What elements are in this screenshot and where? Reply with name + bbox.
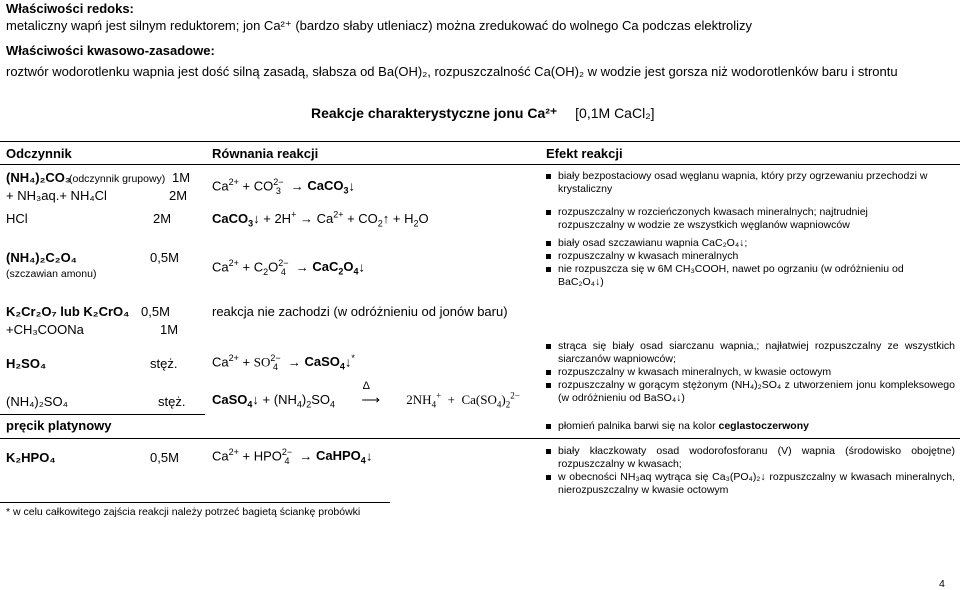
acidbase-title: Właściwości kwasowo-zasadowe: [6, 43, 215, 58]
reaction-equation: $Ca^{2+}$ + SO 2− 4 → CaSO$_4$↓* [212, 353, 355, 373]
section-heading [311, 105, 655, 122]
page-number: 4 [939, 578, 945, 590]
reagent-name: (NH₄)₂C₂O₄ [6, 250, 77, 265]
reaction-effect [545, 206, 905, 232]
reaction-equation: $Ca^{2+} + C_2O$ 2− 4 → $CaC_2O_4↓$ [212, 258, 366, 278]
effect-item: rozpuszczalny w kwasach mineralnych [545, 250, 945, 263]
footnote-rule [0, 502, 390, 503]
reagent-concentration: 1M [160, 322, 179, 337]
reagent-name: (NH₄)₂CO₃ [6, 170, 71, 185]
reagent-concentration: stęż. [158, 394, 186, 409]
reagent-name: K₂Cr₂O₇ lub K₂CrO₄ [6, 304, 130, 319]
reagent-concentration: 1M [172, 170, 191, 185]
reaction-effect [545, 237, 945, 289]
col-header-reagent: Odczynnik [6, 146, 72, 161]
effect-item: biały bezpostaciowy osad węglanu wapnia, który przy ogrzewaniu przechodzi w krystaliczny [545, 170, 953, 196]
effect-item: płomień palnika barwi się na kolor ceglastoczerwony [545, 420, 955, 433]
acidbase-text: roztwór wodorotlenku wapnia jest dość silną zasadą, słabsza od Ba(OH)₂, rozpuszczalność Ca(OH)₂ w wodzie jest gorsza niż wodorotlenków baru i strontu [6, 64, 898, 79]
reagent-name: (NH₄)₂SO₄ [6, 394, 68, 409]
redox-text: metaliczny wapń jest silnym reduktorem; jon Ca²⁺ (bardzo słaby utleniacz) można zredukować do wolnego Ca podczas elektrolizy [6, 18, 753, 33]
reagent-name: pręcik platynowy [6, 418, 112, 433]
col-header-effect: Efekt reakcji [546, 146, 623, 161]
reagent-note: (szczawian amonu) [6, 268, 97, 280]
section-reagent: [0,1M CaCl₂] [575, 105, 655, 121]
reagent-concentration: 2M [169, 188, 188, 203]
reagent-name-extra: + NH₃aq.+ NH₄Cl [6, 188, 107, 203]
effect-item: rozpuszczalny w rozcieńczonych kwasach mineralnych; najtrudniej rozpuszczalny w wodzie ze wszystkich węglanów wapniowców [545, 206, 905, 232]
reagent-concentration: 0,5M [150, 250, 179, 265]
effect-item: biały kłaczkowaty osad wodorofosforanu (V) wapnia (środowisko obojętne) rozpuszczalny w kwasach; [545, 445, 955, 471]
effect-item: w obecności NH₃aq wytrąca się Ca₃(PO₄)₂↓ rozpuszczalny w kwasach mineralnych, nierozpuszczalny w kwasie octowym [545, 471, 955, 497]
reaction-effect [545, 420, 955, 433]
reaction-equation: $Ca^{2+}$ + HPO 2− 4 → CaHPO$_4$↓ [212, 447, 373, 467]
table-top-rule [0, 141, 960, 142]
reagent-concentration: 0,5M [150, 450, 179, 465]
footnote: * w celu całkowitego zajścia reakcji należy potrzeć bagietą ściankę probówki [6, 506, 361, 518]
reaction-equation: reakcja nie zachodzi (w odróżnieniu od jonów baru) [212, 304, 508, 319]
effect-item: rozpuszczalny w kwasach mineralnych, w kwasie octowym [545, 366, 955, 379]
reaction-effect [545, 170, 953, 196]
reagent-name-extra: +CH₃COONa [6, 322, 84, 337]
reagent-concentration: 2M [153, 211, 172, 226]
section-title: Reakcje charakterystyczne jonu Ca²⁺ [311, 105, 558, 121]
reagent-name: HCl [6, 211, 28, 226]
row-rule [0, 414, 205, 415]
reagent-concentration: 0,5M [141, 304, 170, 319]
reaction-effect [545, 340, 955, 405]
effect-item: strąca się biały osad siarczanu wapnia,; najłatwiej rozpuszczalny ze wszystkich siarczanów wapniowców; [545, 340, 955, 366]
effect-item: rozpuszczalny w gorącym stężonym (NH₄)₂SO₄ z utworzeniem jonu kompleksowego (w odróżnieniu od BaSO₄↓) [545, 379, 955, 405]
effect-item: biały osad szczawianu wapnia CaC₂O₄↓; [545, 237, 945, 250]
reagent-name: K₂HPO₄ [6, 450, 56, 465]
reagent-note: (odczynnik grupowy) [69, 173, 166, 185]
reaction-equation: CaSO$_4$↓ + $(NH_4)_2SO_4$ Δ ⟶ $2NH_4^+ + Ca(SO_4)_2^{2-}$ [212, 380, 520, 410]
reaction-equation: $Ca^{2+}$ + CO 2− 3 → CaCO$_3$↓ [212, 177, 355, 197]
col-header-equations: Równania reakcji [212, 146, 319, 161]
reaction-equation: CaCO$_3$↓ + $2H^+ \to Ca^{2+}$ + $CO_2↑ + H_2O$ [212, 209, 429, 229]
header-rule [0, 164, 960, 165]
row-rule [0, 438, 960, 439]
reagent-name: H₂SO₄ [6, 356, 47, 371]
effect-item: nie rozpuszcza się w 6M CH₃COOH, nawet po ogrzaniu (w odróżnieniu od BaC₂O₄↓) [545, 263, 945, 289]
reaction-effect [545, 445, 955, 497]
redox-title: Właściwości redoks: [6, 1, 134, 16]
reagent-concentration: stęż. [150, 356, 178, 371]
